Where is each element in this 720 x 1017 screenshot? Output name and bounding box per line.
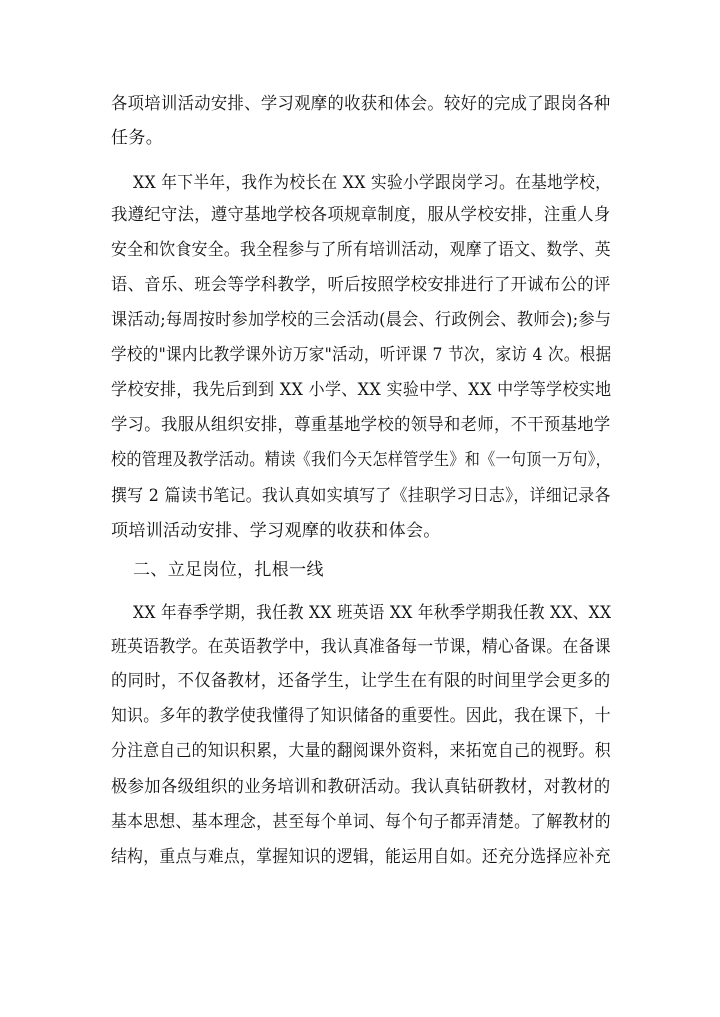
paragraph-start-line: XX 年春季学期，我任教 XX 班英语 XX 年秋季学期我任教 XX、XX [133,603,612,623]
text-line: 学习。我服从组织安排，尊重基地学校的领导和老师，不干预基地学 [111,415,611,435]
text-line: 各项培训活动安排、学习观摩的收获和体会。较好的完成了跟岗各种 [111,94,611,114]
text-line: 我遵纪守法，遵守基地学校各项规章制度，服从学校安排，注重人身 [111,205,611,225]
text-line: 极参加各级组织的业务培训和教研活动。我认真钻研教材，对教材的 [111,777,611,797]
text-line: 安全和饮食安全。我全程参与了所有培训活动，观摩了语文、数学、英 [111,240,611,260]
text-line: 基本思想、基本理念，甚至每个单词、每个句子都弄清楚。了解教材的 [111,812,611,832]
text-line: 撰写 2 篇读书笔记。我认真如实填写了《挂职学习日志》，详细记录各 [111,486,611,506]
text-line: 的同时，不仅备教材，还备学生，让学生在有限的时间里学会更多的 [111,671,611,691]
text-line: 知识。多年的教学使我懂得了知识储备的重要性。因此，我在课下，十 [111,706,611,726]
text-line: 课活动;每周按时参加学校的三会活动(晨会、行政例会、教师会);参与 [111,310,612,330]
text-line: 学校的"课内比教学课外访万家"活动，听评课 7 节次，家访 4 次。根据 [111,345,612,365]
text-line: 分注意自己的知识积累，大量的翻阅课外资料，来拓宽自己的视野。积 [111,741,611,761]
text-line: 任务。 [111,128,164,148]
text-line: 语、音乐、班会等学科教学，听后按照学校安排进行了开诚布公的评 [111,275,611,295]
section-heading: 二、立足岗位，扎根一线 [133,560,324,580]
text-line: 项培训活动安排、学习观摩的收获和体会。 [111,521,441,541]
text-line: 校的管理及教学活动。精读《我们今天怎样管学生》和《一句顶一万句》， [111,450,612,470]
text-line: 班英语教学。在英语教学中，我认真准备每一节课，精心备课。在备课 [111,637,611,657]
text-line: 结构，重点与难点，掌握知识的逻辑，能运用自如。还充分选择应补充 [111,847,611,867]
text-line: 学校安排，我先后到到 XX 小学、XX 实验中学、XX 中学等学校实地 [111,380,612,400]
paragraph-start-line: XX 年下半年，我作为校长在 XX 实验小学跟岗学习。在基地学校， [133,173,612,193]
